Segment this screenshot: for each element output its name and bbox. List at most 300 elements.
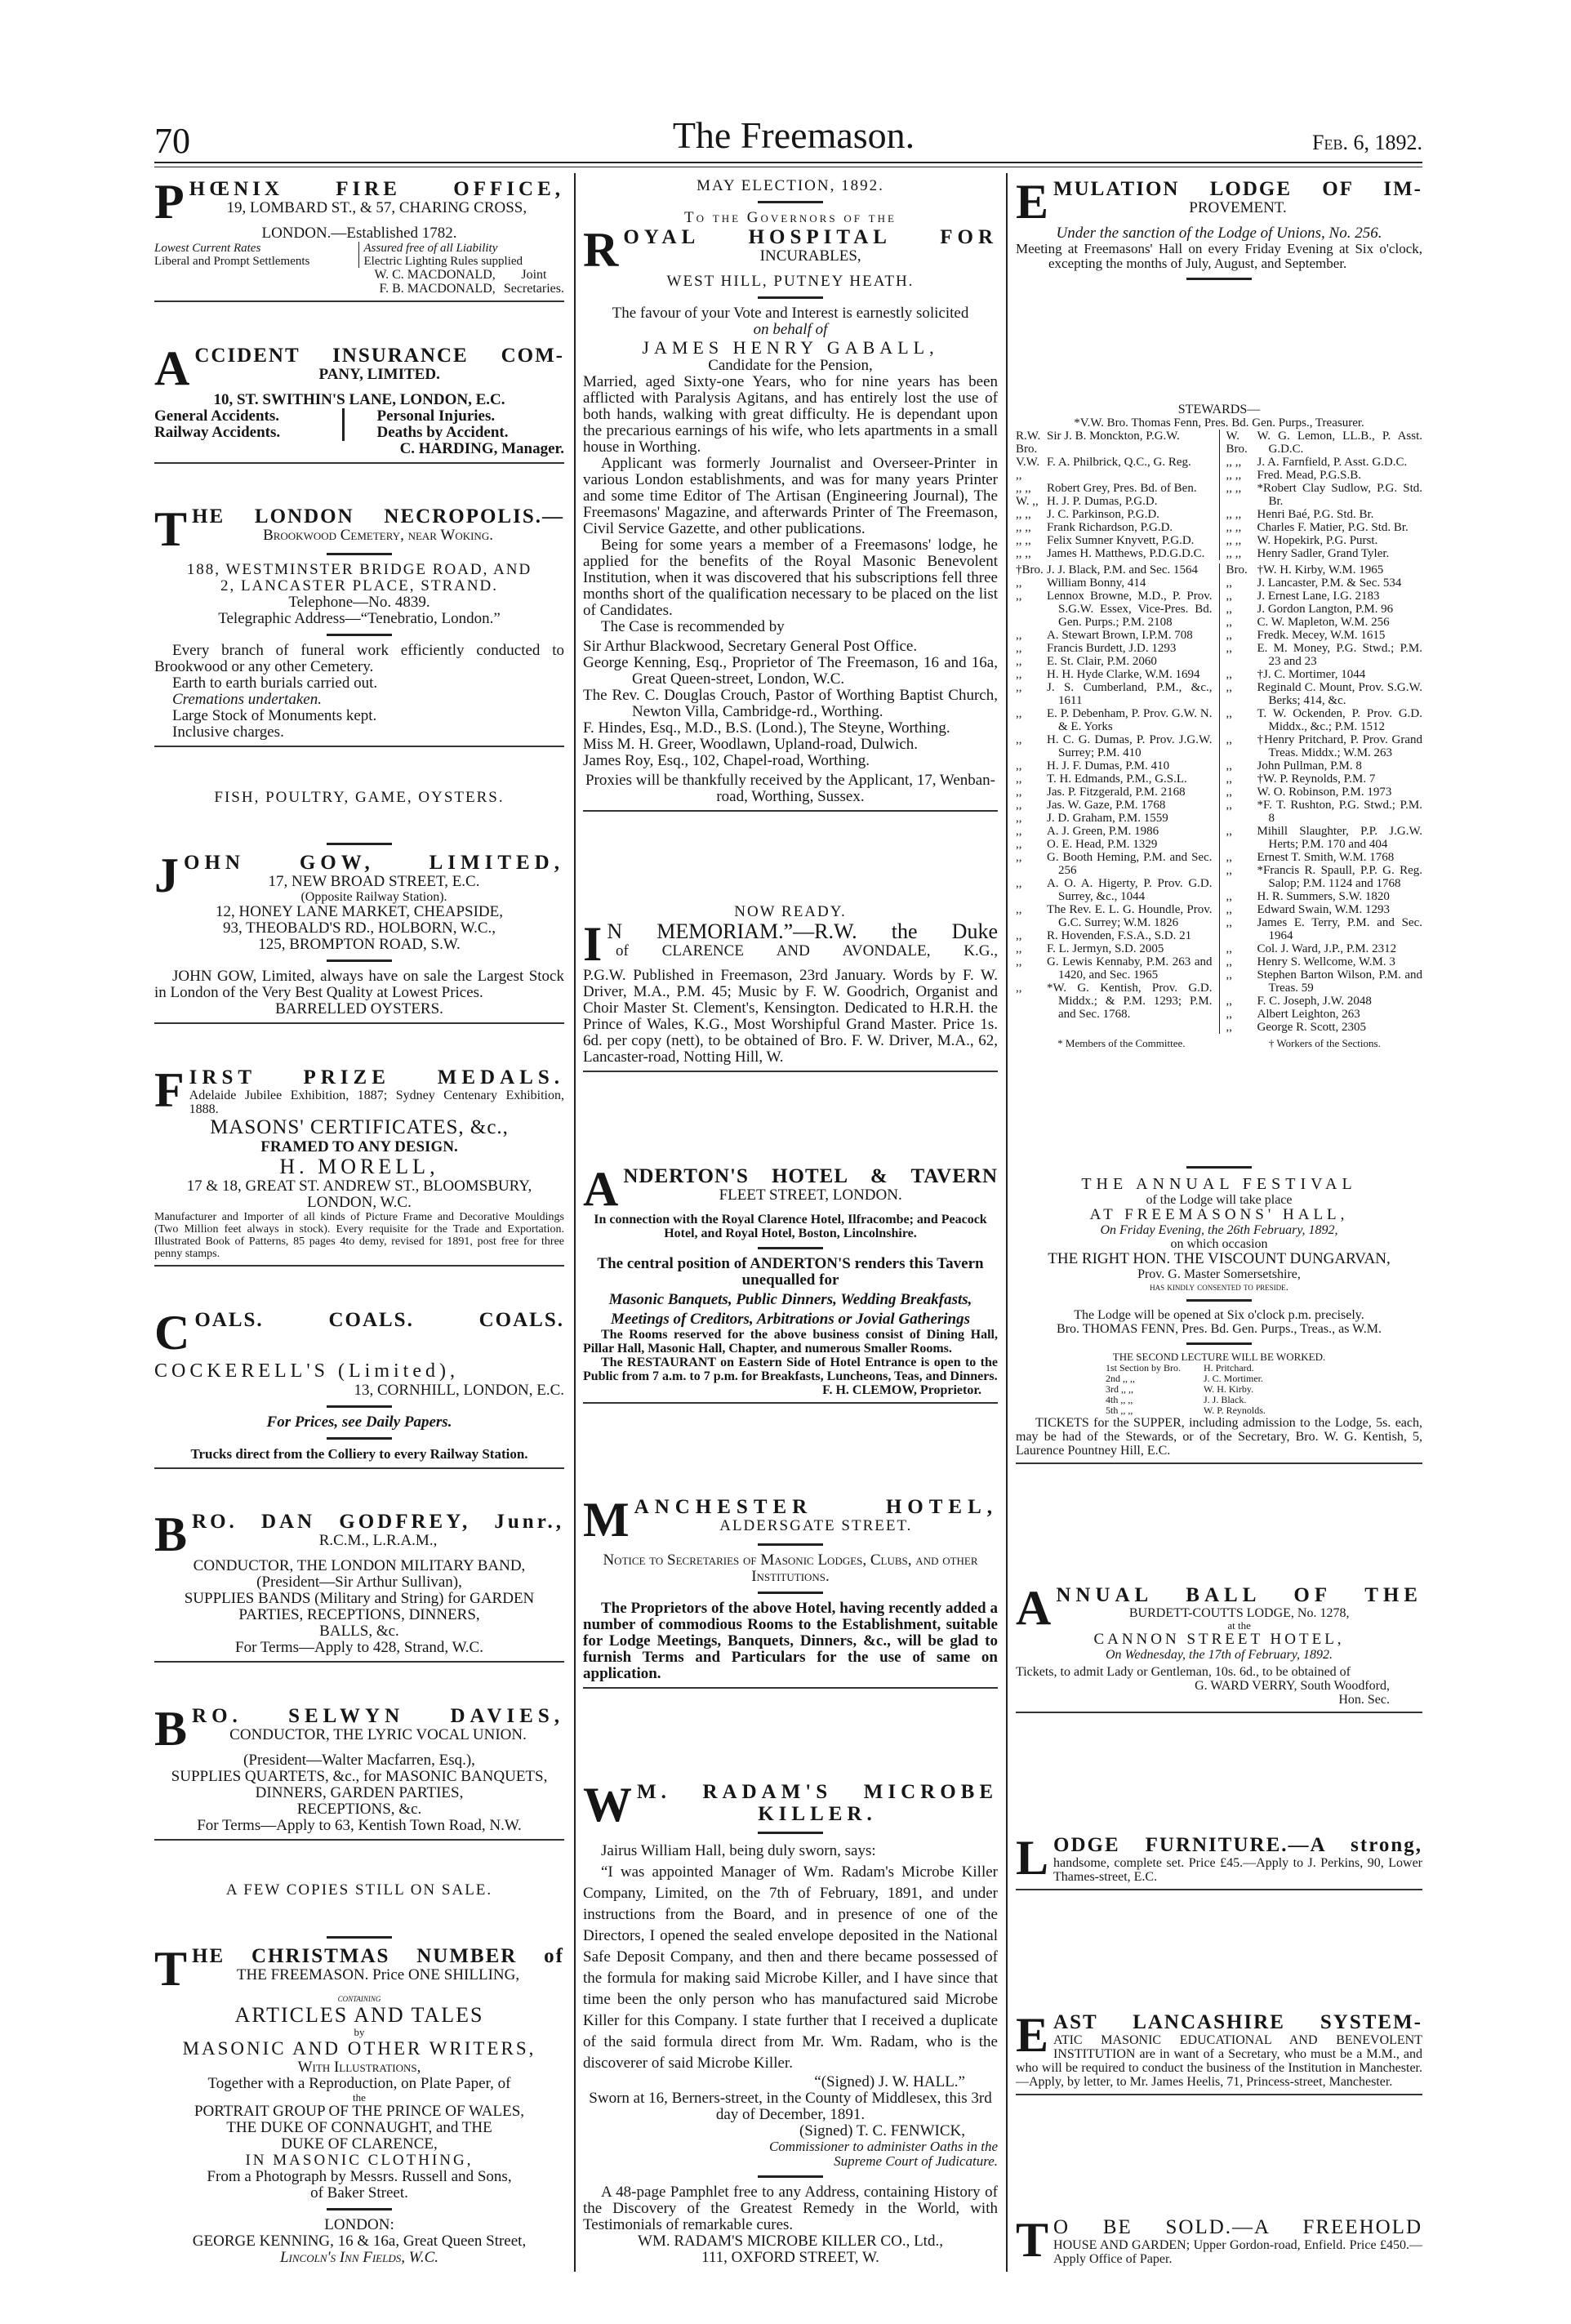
steward-prefix: ,, (1016, 928, 1022, 942)
footnote-workers: † Workers of the Sections. (1268, 1036, 1381, 1049)
steward-prefix: ,, (1016, 732, 1022, 746)
ad-title: HE LONDON NECROPOLIS.— (192, 505, 564, 528)
ad-subtitle: of CLARENCE AND AVONDALE, K.G., (616, 942, 998, 960)
affidavit-text: “I was appointed Manager of Wm. Radam's Microbe Killer Company, Limited, on the 7th of February, 1891, and under instructions from the Board, and in presence of one of the Directors, I opened the sealed envelope deposited in the National Safe Deposit Company, and then and there became possessed of the formula for making said Microbe Killer, and I have since that time been the only person who has manufactured said Microbe Killer for this Company. I state further that I received a duplicate of the said formula direct from Mr. Wm. Radam, who is the discoverer of said Microbe Killer. (583, 1863, 998, 2072)
ad-text: BURDETT-COUTTS LODGE, No. 1278, (1128, 1606, 1350, 1621)
steward-prefix: ,, ,, (1226, 520, 1242, 534)
drop-cap: W (583, 1778, 632, 1832)
ad-title: OHN GOW, LIMITED, (184, 852, 564, 875)
ad-heading: FRAMED TO ANY DESIGN. (260, 1138, 458, 1155)
lecture-section (1106, 1373, 1422, 1384)
steward-prefix: ,, ,, (1016, 546, 1031, 560)
steward-entry (1226, 456, 1423, 469)
steward-name: †W. H. Kirby, W.M. 1965 (1257, 563, 1384, 577)
ad-text: Meeting at Freemasons' Hall on every Friday Evening at Six o'clock, excepting the months of July, August, and September. (1016, 241, 1422, 271)
steward-prefix: ,, ,, (1226, 481, 1242, 495)
ad-title: RO. DAN GODFREY, Junr., (192, 1511, 564, 1534)
ad-text: On Friday Evening, the 26th February, 1892, (1100, 1222, 1338, 1237)
steward-name: Fred. Mead, P.G.S.B. (1257, 468, 1362, 482)
ad-text: SUPPLIES BANDS (Military and String) for GARDEN PARTIES, RECEPTIONS, DINNERS, (184, 1590, 535, 1624)
steward-name: H. J. F. Dumas, P.M. 410 (1047, 759, 1170, 772)
ad-text: handsome, complete set. Price £45.—Apply to J. Perkins, 90, Lower Thames-street, E.C. (1053, 1856, 1422, 1885)
ad-text: BARRELLED OYSTERS. (275, 1000, 443, 1018)
drop-cap: A (1016, 1581, 1052, 1636)
steward-prefix: ,, (1226, 902, 1232, 916)
ad-text: The central position of ANDERTON'S renders this Tavern unequalled for (597, 1254, 984, 1289)
steward-prefix: ,, ,, (1226, 507, 1242, 521)
company-name: WM. RADAM'S MICROBE KILLER CO., Ltd., (638, 2233, 943, 2250)
steward-name: H. C. G. Dumas, P. Prov. J.G.W. Surrey; P.M. 410 (1047, 732, 1213, 759)
steward-name: A. O. A. Higerty, P. Prov. G.D. Surrey, &c., 1044 (1047, 876, 1213, 903)
election-heading: MAY ELECTION, 1892. (696, 177, 884, 194)
steward-name: Lennox Browne, M.D., P. Prov. S.G.W. Essex, Vice-Pres. Bd. Gen. Purps.; P.M. 2108 (1047, 589, 1213, 629)
steward-entry (1226, 799, 1423, 825)
steward-name: J. D. Graham, P.M. 1559 (1047, 811, 1168, 825)
steward-prefix: ,, (1016, 824, 1022, 838)
ad-text: To the Governors of the (684, 209, 897, 226)
feature: Electric Lighting Rules supplied (363, 255, 523, 268)
drop-cap: R (583, 223, 619, 277)
steward-prefix: ,, (1226, 628, 1232, 642)
ad-text: Proxies will be thankfully received by the Applicant, 17, Wenban-road, Worthing, Sussex. (585, 772, 996, 805)
ad-title: OYAL HOSPITAL FOR (623, 226, 998, 248)
steward-prefix: ,, (1226, 732, 1232, 746)
drop-cap: A (583, 1161, 619, 1216)
publisher: GEORGE KENNING, 16 & 16a, Great Queen Street, (192, 2232, 527, 2250)
steward-name: John Pullman, P.M. 8 (1257, 759, 1362, 772)
east-lancashire-ad (1016, 2008, 1422, 2100)
steward-entry (1016, 955, 1213, 982)
steward-name: Robert Grey, Pres. Bd. of Ben. (1047, 481, 1197, 495)
ad-text: on which occasion (1170, 1236, 1268, 1251)
ad-text: (President—Walter Macfarren, Esq.), (243, 1751, 475, 1769)
section-label: 1st Section by Bro. (1106, 1361, 1181, 1373)
ad-text: HOUSE AND GARDEN; Upper Gordon-road, Enfield. Price £450.—Apply Office of Paper. (1053, 2237, 1422, 2266)
recommender: George Kenning, Esq., Proprietor of The Freemason, 16 and 16a, Great Queen-street, London, W.C. (583, 654, 998, 688)
ad-text: The Lodge will be opened at Six o'clock p.m. precisely. (1074, 1307, 1364, 1322)
ad-text: For Prices, see Daily Papers. (266, 1413, 452, 1431)
ad-text: WEST HILL, PUTNEY HEATH. (666, 273, 915, 290)
ad-text: BALLS, &c. (319, 1623, 399, 1641)
steward-name: William Bonny, 414 (1047, 576, 1146, 590)
festival-title: THE ANNUAL FESTIVAL (1081, 1174, 1357, 1193)
ad-text: the (353, 2090, 366, 2104)
steward-entry (1016, 508, 1213, 521)
coals-ad (154, 1305, 564, 1474)
ad-text: Trucks direct from the Colliery to every Railway Station. (190, 1445, 528, 1462)
steward-prefix: ,, (1016, 576, 1022, 590)
steward-name: G. Lewis Kennaby, P.M. 263 and 1420, and Sec. 1965 (1047, 955, 1213, 982)
steward-prefix: ,, (1226, 863, 1232, 877)
lecture-heading: THE SECOND LECTURE WILL BE WORKED. (1112, 1350, 1326, 1363)
ad-text: Being for some years a member of a Freemasons' lodge, he applied for the benefits of the Royal Masonic Benevolent Institution, when it was discovered that his subscriptions fell three months short of the qualification necessary to be placed on the list of Candidates. (583, 536, 998, 619)
ad-terms: For Terms—Apply to 63, Kentish Town Road, N.W. (197, 1816, 522, 1834)
ad-title: O BE SOLD.—A FREEHOLD (1053, 2215, 1422, 2238)
steward-name: H. J. P. Dumas, P.G.D. (1047, 494, 1158, 508)
feature: Assured free of all Liability (363, 242, 498, 255)
steward-name: *Robert Clay Sudlow, P.G. Std. Br. (1257, 481, 1422, 508)
steward-entry (1226, 903, 1423, 916)
steward-entry (1016, 629, 1213, 642)
annual-ball-ad (1016, 1581, 1422, 1718)
steward-name: Jas. W. Gaze, P.M. 1768 (1047, 798, 1166, 812)
company-address: 111, OXFORD STREET, W. (701, 2249, 879, 2266)
ad-text: by (354, 2025, 365, 2038)
steward-name: George R. Scott, 2305 (1257, 1020, 1366, 1034)
ad-title: ANCHESTER HOTEL, (634, 1495, 998, 1518)
steward-prefix: ,, (1226, 1020, 1232, 1034)
steward-name: A. Stewart Brown, I.P.M. 708 (1047, 628, 1193, 642)
steward-entry (1016, 799, 1213, 812)
proprietor: F. H. CLEMOW, Proprietor. (822, 1382, 981, 1397)
steward-name: J. C. Parkinson, P.G.D. (1047, 507, 1159, 521)
steward-prefix: ,, (1226, 968, 1232, 982)
ad-text: CONDUCTOR, THE LYRIC VOCAL UNION. (229, 1725, 527, 1743)
drop-cap: T (1016, 2212, 1049, 2267)
steward-prefix: ,, (1226, 915, 1232, 929)
steward-prefix: ,, (1226, 994, 1232, 1008)
steward-name: †W. P. Reynolds, P.M. 7 (1257, 772, 1376, 786)
steward-name: Stephen Barton Wilson, P.M. and Treas. 59 (1257, 968, 1422, 995)
ad-text: JOHN GOW, Limited, always have on sale the Largest Stock in London of the Very Best Quality at Lowest Prices. (154, 968, 564, 1002)
steward-entry (1016, 733, 1213, 759)
commissioner-title: Commissioner to administer Oaths in the Supreme Court of Judicature. (768, 2139, 998, 2169)
secretary-name: W. C. MACDONALD, (374, 268, 496, 282)
steward-entry (1016, 521, 1213, 534)
steward-name: Henry S. Wellcome, W.M. 3 (1257, 955, 1395, 968)
ad-text: Cremations undertaken. (172, 691, 322, 709)
steward-entry (1016, 877, 1213, 903)
steward-prefix: ,, (1016, 706, 1022, 720)
ad-text: On Wednesday, the 17th of February, 1892. (1105, 1648, 1333, 1663)
steward-name: The Rev. E. L. G. Houndle, Prov. G.C. Surrey; W.M. 1826 (1047, 902, 1213, 929)
ad-text: Large Stock of Monuments kept. (172, 707, 377, 725)
ad-text: Inclusive charges. (172, 723, 284, 741)
ad-address: 2, LANCASTER PLACE, STRAND. (220, 577, 499, 595)
recommender: James Roy, Esq., 102, Chapel-road, Worthing. (583, 752, 870, 769)
ad-title: MULATION LODGE OF IM- (1053, 178, 1422, 200)
ad-subtitle: ALDERSGATE STREET. (719, 1516, 913, 1534)
ad-text: CONDUCTOR, THE LONDON MILITARY BAND, (193, 1557, 526, 1575)
coverage-item: General Accidents. (154, 407, 280, 425)
coverage-item: Deaths by Accident. (376, 423, 509, 441)
steward-prefix: ,, ,, (1226, 455, 1242, 469)
steward-prefix: ,, (1016, 942, 1022, 955)
christmas-number-ad (154, 1936, 564, 2266)
steward-name: J. J. Black, P.M. and Sec. 1564 (1047, 563, 1198, 577)
section-label: 2nd ,, ,, (1106, 1372, 1135, 1384)
steward-entry (1016, 812, 1213, 825)
column-divider (1006, 173, 1008, 2272)
steward-prefix: ,, (1016, 628, 1022, 642)
ad-text: Bro. THOMAS FENN, Pres. Bd. Gen. Purps., Treas., as W.M. (1057, 1321, 1382, 1336)
ad-text: From a Photograph by Messrs. Russell and Sons, (207, 2167, 512, 2185)
section-worker: W. P. Reynolds. (1204, 1404, 1266, 1416)
drop-cap: M (583, 1492, 630, 1547)
steward-entry (1226, 642, 1423, 668)
recommender: Miss M. H. Greer, Woodlawn, Upland-road, Dulwich. (583, 736, 919, 753)
ad-title: CCIDENT INSURANCE COM- (194, 344, 564, 367)
ad-text: has kindly consented to preside. (1150, 1280, 1288, 1293)
steward-entry (1016, 456, 1213, 482)
coverage-item: Railway Accidents. (154, 423, 281, 441)
steward-name: *F. T. Rushton, P.G. Stwd.; P.M. 8 (1257, 798, 1422, 825)
steward-entry (1226, 707, 1423, 733)
steward-name: Edward Swain, W.M. 1293 (1257, 902, 1390, 916)
ad-text: Under the sanction of the Lodge of Unions, No. 256. (1056, 225, 1382, 242)
recommender: Sir Arthur Blackwood, Secretary General Post Office. (583, 638, 918, 655)
steward-name: †Henry Pritchard, P. Prov. Grand Treas. Middx.; W.M. 263 (1257, 732, 1422, 759)
steward-entry (1226, 825, 1423, 851)
ad-text: LONDON: (324, 2215, 394, 2233)
steward-prefix: ,, (1016, 641, 1022, 655)
steward-prefix: ,, (1226, 615, 1232, 629)
candidate-name: JAMES HENRY GABALL, (642, 337, 939, 358)
steward-entry (1016, 547, 1213, 560)
ad-text: at the (1227, 1619, 1251, 1632)
emulation-lodge-ad (1016, 175, 1422, 287)
section-worker: J. C. Mortimer. (1204, 1372, 1264, 1384)
masthead-title: The Freemason. (672, 114, 915, 156)
steward-name: F. A. Philbrick, Q.C., G. Reg. (1047, 455, 1191, 469)
ad-title: KILLER. (758, 1803, 877, 1825)
steward-name: H. R. Summers, S.W. 1820 (1257, 889, 1390, 903)
steward-prefix: ,, (1226, 576, 1232, 590)
royal-hospital-ad (583, 178, 998, 817)
ad-text: The Rooms reserved for the above business consist of Dining Hall, Pillar Hall, Masonic Hall, Chapter, and numerous Smaller Rooms. (583, 1327, 998, 1356)
drop-cap: I (583, 917, 603, 972)
ad-text: of Baker Street. (310, 2184, 408, 2202)
publisher: Lincoln's Inn Fields, W.C. (279, 2248, 438, 2266)
ad-notice: Notice to Secretaries of Masonic Lodges, Clubs, and other Institutions. (603, 1551, 978, 1585)
steward-entry (1016, 668, 1213, 681)
drop-cap: E (1016, 175, 1049, 229)
middle-column (583, 178, 998, 2266)
ad-address: 17, NEW BROAD STREET, E.C. (268, 873, 480, 891)
ad-text: Married, aged Sixty-one Years, who for nine years has been afflicted with Paralysis Agitans, and has entirely lost the use of both hands, walking with great difficulty. He is dependant upon the precarious earnings of his wife, who lets apartments in a small house in Worthing. (583, 373, 998, 456)
steward-prefix: ,, ,, (1226, 468, 1242, 482)
ad-address: 93, THEOBALD'S RD., HOLBORN, W.C., (222, 919, 496, 937)
ad-text: PORTRAIT GROUP OF THE PRINCE OF WALES, (194, 2102, 525, 2120)
signature: (Signed) T. C. FENWICK, (799, 2122, 965, 2139)
steward-entry (1226, 968, 1423, 995)
ad-name: COCKERELL'S (Limited), (154, 1360, 459, 1382)
ad-text: With Illustrations, (297, 2058, 421, 2076)
steward-entry (1016, 707, 1213, 733)
drop-cap: A (154, 341, 190, 395)
steward-prefix: ,, (1016, 850, 1022, 864)
steward-entry (1016, 851, 1213, 877)
ad-title: COALS. (328, 1308, 414, 1331)
steward-name: F. L. Jermyn, S.D. 2005 (1047, 942, 1164, 955)
ad-title: AST LANCASHIRE SYSTEM- (1053, 2011, 1422, 2034)
steward-name: J. A. Farnfield, P. Asst. G.D.C. (1257, 455, 1408, 469)
steward-entry (1016, 772, 1213, 786)
stewards-heading: STEWARDS— (1177, 402, 1261, 416)
steward-entry (1226, 521, 1423, 534)
steward-name: Charles F. Matier, P.G. Std. Br. (1257, 520, 1409, 534)
steward-prefix: Bro. (1226, 563, 1248, 577)
steward-entry (1226, 482, 1423, 508)
first-prize-medals-ad (154, 1062, 564, 1271)
steward-name: †J. C. Mortimer, 1044 (1257, 667, 1366, 681)
ad-text: Sworn at 16, Berners-street, in the County of Middlesex, this 3rd day of December, 1891. (589, 2090, 992, 2123)
ad-text: SUPPLIES QUARTETS, &c., for MASONIC BANQUETS, DINNERS, GARDEN PARTIES, (171, 1767, 548, 1801)
steward-name: T. W. Ockenden, P. Prov. G.D. Middx., &c.; P.M. 1512 (1257, 706, 1422, 733)
ad-subtitle: PROVEMENT. (1189, 199, 1287, 216)
ad-text: RECEPTIONS, &c. (296, 1800, 422, 1818)
steward-entry (1016, 982, 1213, 1021)
secretary-name: F. B. MACDONALD, (379, 282, 496, 296)
steward-name: Mihill Slaughter, P.P. J.G.W. Herts; P.M. 170 and 404 (1257, 824, 1422, 851)
steward-name: Francis Burdett, J.D. 1293 (1047, 641, 1177, 655)
lecture-section (1106, 1405, 1422, 1416)
steward-entry (1226, 942, 1423, 955)
steward-prefix: V.W. ,, (1016, 455, 1040, 482)
steward-name: J. Lancaster, P.M. & Sec. 534 (1257, 576, 1402, 590)
drop-cap: E (1016, 2008, 1049, 2063)
steward-prefix: †Bro. (1016, 563, 1044, 577)
steward-name: Albert Leighton, 263 (1257, 1007, 1360, 1021)
ad-text: Tickets, to admit Lady or Gentleman, 10s. 6d., to be obtained of (1016, 1665, 1351, 1680)
steward-entry (1226, 733, 1423, 759)
ad-title: IRST PRIZE MEDALS. (189, 1066, 564, 1089)
steward-prefix: ,, (1016, 876, 1022, 890)
ad-title: OALS. (194, 1308, 264, 1331)
ad-name: H. MORELL, (279, 1154, 439, 1178)
steward-entry (1016, 534, 1213, 547)
steward-prefix: ,, (1226, 641, 1232, 655)
page-number: 70 (154, 121, 190, 161)
ad-address: 125, BROMPTON ROAD, S.W. (258, 936, 461, 954)
section-label: 3rd ,, ,, (1106, 1382, 1133, 1395)
steward-prefix: ,, (1226, 602, 1232, 616)
ad-text: containing (337, 1991, 381, 2004)
ad-subtitle: PANY, LIMITED. (318, 365, 440, 383)
steward-prefix: ,, (1226, 798, 1232, 812)
steward-entry (1226, 508, 1423, 521)
steward-name: Jas. P. Fitzgerald, P.M. 2168 (1047, 785, 1186, 799)
feature: Lowest Current Rates (154, 242, 261, 255)
ad-text: THE RIGHT HON. THE VISCOUNT DUNGARVAN, (1048, 1249, 1391, 1267)
ad-text: CANNON STREET HOTEL, (1093, 1631, 1345, 1649)
steward-prefix: R.W. Bro. (1016, 429, 1041, 456)
section-label: 4th ,, ,, (1106, 1393, 1133, 1405)
john-gow-ad (154, 843, 564, 1029)
ad-heading: ARTICLES AND TALES (234, 2002, 484, 2027)
steward-prefix: ,, (1016, 811, 1022, 825)
steward-prefix: ,, (1226, 706, 1232, 720)
steward-name: Reginald C. Mount, Prov. S.G.W. Berks; 414, &c. (1257, 680, 1422, 707)
fish-heading: FISH, POULTRY, GAME, OYSTERS. (214, 788, 505, 806)
steward-name: Henri Baé, P.G. Std. Br. (1257, 507, 1374, 521)
lecture-section (1106, 1363, 1422, 1373)
steward-entry (1016, 903, 1213, 929)
ad-subtitle: Adelaide Jubilee Exhibition, 1887; Sydney Centenary Exhibition, 1888. (189, 1088, 564, 1116)
steward-entry (1226, 603, 1423, 616)
steward-entry (1226, 1021, 1423, 1034)
section-label: 5th ,, ,, (1106, 1404, 1133, 1416)
ad-text: AT FREEMASONS' HALL, (1089, 1205, 1349, 1223)
phoenix-fire-office-ad (154, 175, 564, 307)
ad-title: HŒNIX FIRE OFFICE, (189, 178, 564, 200)
ad-text: Jairus William Hall, being duly sworn, says: (601, 1842, 876, 1859)
steward-prefix: ,, (1226, 772, 1232, 786)
section-worker: H. Pritchard. (1204, 1361, 1254, 1373)
lodge-furniture-ad (1016, 1831, 1422, 1895)
header-rule (154, 162, 1422, 167)
steward-entry (1226, 995, 1423, 1008)
right-column (1016, 175, 1422, 2267)
coverage-item: Personal Injuries. (376, 407, 496, 425)
steward-prefix: ,, (1226, 955, 1232, 968)
steward-name: W. Hopekirk, P.G. Purst. (1257, 533, 1378, 547)
ad-subtitle: FLEET STREET, LONDON. (719, 1186, 902, 1204)
few-copies-notice: A FEW COPIES STILL ON SALE. (225, 1881, 493, 1899)
steward-entry (1016, 786, 1213, 799)
steward-prefix: ,, ,, (1016, 481, 1031, 495)
ad-text: The favour of your Vote and Interest is earnestly solicited (612, 305, 969, 322)
column-divider (574, 173, 576, 2272)
ad-text: Every branch of funeral work efficiently conducted to Brookwood or any other Cemetery. (154, 642, 564, 676)
steward-prefix: ,, ,, (1226, 546, 1242, 560)
steward-prefix: ,, (1016, 654, 1022, 668)
steward-name: J. Ernest Lane, I.G. 2183 (1257, 589, 1380, 603)
steward-entry (1016, 590, 1213, 629)
drop-cap: F (154, 1062, 185, 1117)
ad-text: DUKE OF CLARENCE, (281, 2135, 438, 2153)
steward-prefix: ,, (1016, 589, 1022, 603)
ad-address: 10, ST. SWITHIN'S LANE, LONDON, E.C. (213, 390, 505, 408)
steward-prefix: ,, ,, (1016, 533, 1031, 547)
ad-established: LONDON.—Established 1782. (261, 225, 457, 242)
steward-name: Ernest T. Smith, W.M. 1768 (1257, 850, 1395, 864)
steward-prefix: ,, (1226, 667, 1232, 681)
steward-entry (1226, 616, 1423, 629)
steward-entry (1226, 577, 1423, 590)
steward-entry (1226, 563, 1423, 577)
steward-name: James E. Terry, P.M. and Sec. 1964 (1257, 915, 1422, 942)
ad-title: N MEMORIAM.”—R.W. the Duke (607, 919, 998, 944)
steward-prefix: ,, (1016, 837, 1022, 851)
ad-text: on behalf of (753, 321, 828, 338)
steward-prefix: ,, (1226, 680, 1232, 694)
steward-prefix: ,, (1016, 955, 1022, 968)
signature: “(Signed) J. W. HALL.” (814, 2073, 965, 2090)
issue-date: Feb. 6, 1892. (1312, 131, 1422, 154)
drop-cap: P (154, 175, 185, 229)
steward-name: H. H. Hyde Clarke, W.M. 1694 (1047, 667, 1200, 681)
steward-entry (1226, 759, 1423, 772)
steward-prefix: ,, (1016, 759, 1022, 772)
now-ready: NOW READY. (734, 903, 847, 921)
steward-prefix: W. Bro. (1226, 429, 1248, 456)
drop-cap: B (154, 1701, 188, 1756)
steward-entry (1226, 590, 1423, 603)
steward-name: Frank Richardson, P.G.D. (1047, 520, 1173, 534)
ad-features (154, 242, 564, 268)
steward-name: E. P. Debenham, P. Prov. G.W. N. & E. Yorks (1047, 706, 1213, 733)
lecture-section (1106, 1384, 1422, 1395)
steward-prefix: W. ,, (1016, 494, 1039, 508)
ad-address: LONDON, W.C. (307, 1193, 412, 1211)
steward-entry (1226, 1008, 1423, 1021)
steward-entry (1226, 629, 1423, 642)
ad-title: COALS. (478, 1308, 564, 1331)
steward-entry (1016, 482, 1213, 495)
steward-name: W. G. Lemon, LL.B., P. Asst. G.D.C. (1257, 429, 1422, 456)
steward-entry (1226, 772, 1423, 786)
